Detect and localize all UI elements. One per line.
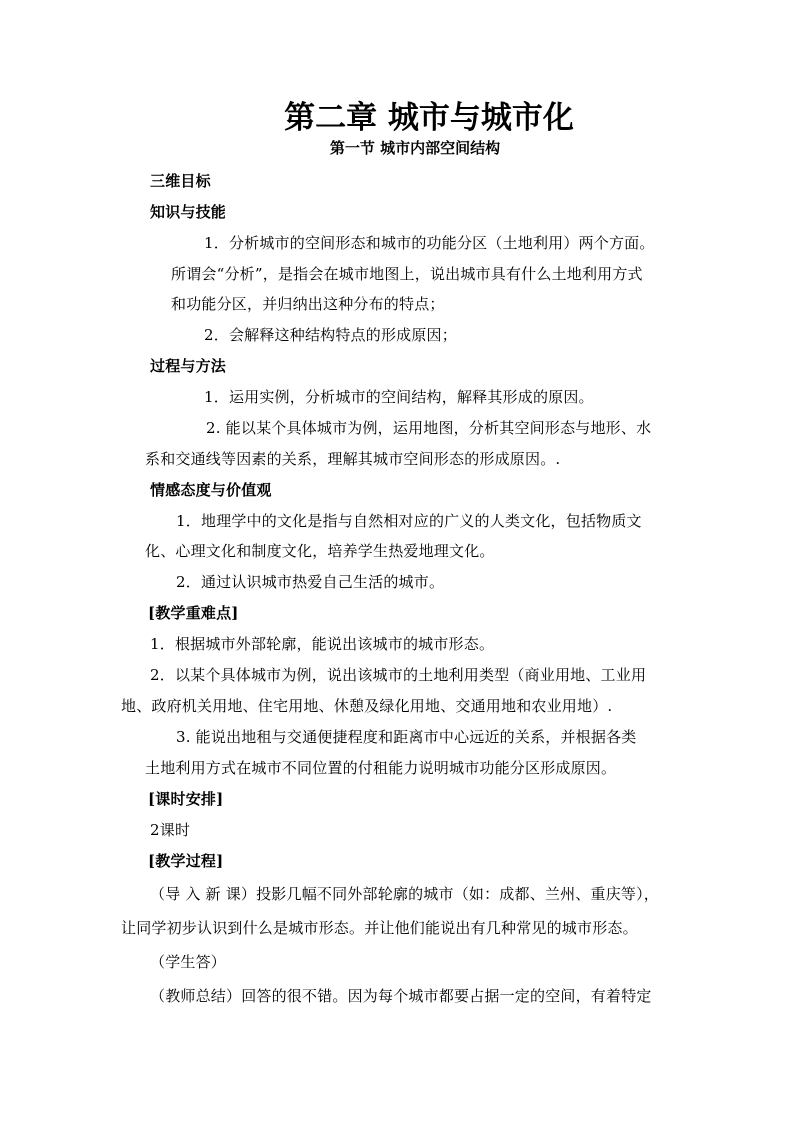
key-points-item2-line2: 地、政府机关用地、住宅用地、休憩及绿化用地、交通用地和农业用地）. [121,697,613,715]
teaching-process-p3-line1: （教师总结）回答的很不错。因为每个城市都要占据一定的空间，有着特定 [150,987,652,1005]
process-method-heading: 过程与方法 [150,357,227,375]
key-points-item3-line1: 3. 能说出地租与交通便捷程度和距离市中心远近的关系，并根据各类 [176,728,637,746]
schedule-value: 2课时 [150,821,191,839]
teaching-process-p2: （学生答） [150,953,227,971]
key-points-item1: 1．根据城市外部轮廓，能说出该城市的城市形态。 [150,635,495,653]
knowledge-item1-line1: 1．分析城市的空间形态和城市的功能分区（土地利用）两个方面。 [204,234,655,252]
key-points-item2-line1: 2．以某个具体城市为例，说出该城市的土地利用类型（商业用地、工业用 [150,666,647,684]
key-points-heading: [教学重难点] [148,604,239,622]
emotion-heading: 情感态度与价值观 [150,481,272,499]
teaching-process-heading: [教学过程] [148,852,224,870]
knowledge-item2: 2．会解释这种结构特点的形成原因； [204,326,457,344]
process-method-item2-line2: 系和交通线等因素的关系，理解其城市空间形态的形成原因。. [145,450,561,468]
emotion-item2: 2．通过认识城市热爱自己生活的城市。 [176,573,445,591]
emotion-item1-line1: 1．地理学中的文化是指与自然相对应的广义的人类文化，包括物质文 [176,512,642,530]
process-method-item1: 1．运用实例，分析城市的空间结构，解释其形成的原因。 [204,388,594,406]
knowledge-heading: 知识与技能 [150,203,227,221]
emotion-item1-line2: 化、心理文化和制度文化，培养学生热爱地理文化。 [145,542,495,560]
chapter-title: 第二章 城市与城市化 [284,100,574,136]
teaching-process-p1-line1: （导 入 新 课）投影几幅不同外部轮廓的城市（如：成都、兰州、重庆等）， [150,885,660,903]
objectives-heading: 三维目标 [150,172,211,190]
knowledge-item1-line2: 所谓会“分析”，是指会在城市地图上，说出城市具有什么土地利用方式 [171,265,643,283]
process-method-item2-line1: 2. 能以某个具体城市为例，运用地图，分析其空间形态与地形、水 [206,419,652,437]
section-title: 第一节 城市内部空间结构 [329,139,501,157]
knowledge-item1-line3: 和功能分区，并归纳出这种分布的特点； [171,295,445,313]
schedule-heading: [课时安排] [148,790,224,808]
key-points-item3-line2: 土地利用方式在城市不同位置的付租能力说明城市功能分区形成原因。 [145,759,617,777]
teaching-process-p1-line2: 让同学初步认识到什么是城市形态。并让他们能说出有几种常见的城市形态。 [121,919,638,937]
